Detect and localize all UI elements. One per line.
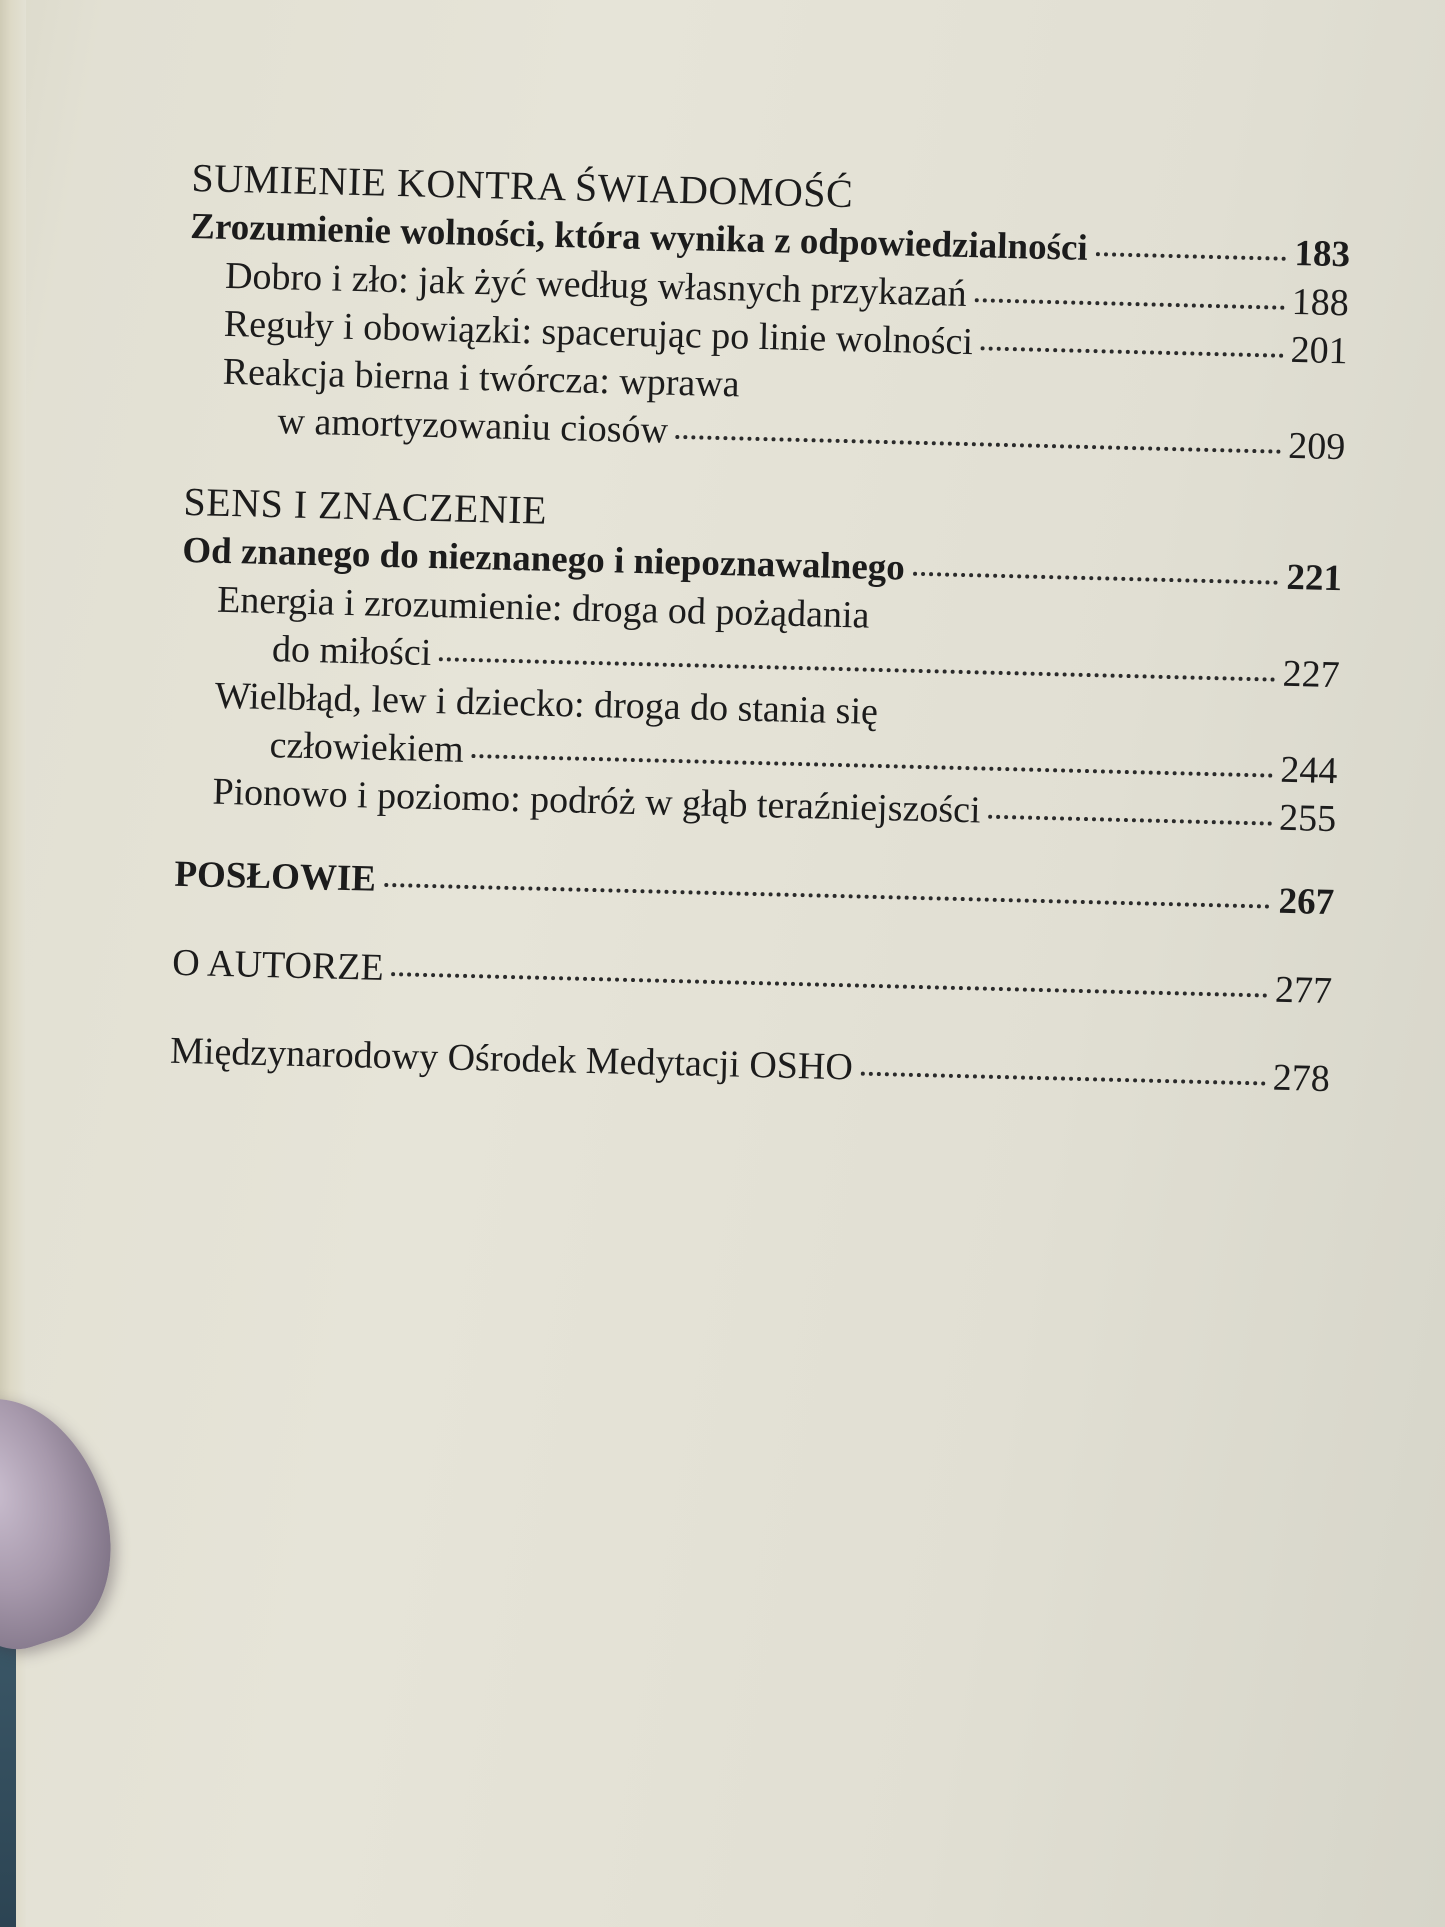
entry-text: Od znanego do nieznanego i niepoznawalnego [181, 529, 906, 589]
page-number: 267 [1278, 880, 1335, 924]
table-of-contents [169, 155, 1351, 1108]
dot-leader [392, 972, 1268, 997]
entry-text-line1: Energia i zrozumienie: droga od pożądania [216, 578, 870, 637]
section-title: SUMIENIE KONTRA ŚWIADOMOŚĆ [190, 155, 854, 217]
page-number: 221 [1286, 556, 1343, 600]
page-number: 188 [1291, 280, 1350, 325]
section-title: SENS I ZNACZENIE [183, 478, 548, 533]
entry-text: Reguły i obowiązki: spacerując po linie wolności [223, 302, 974, 364]
dot-leader [472, 754, 1274, 778]
finger [0, 1374, 139, 1666]
entry-text: POSŁOWIE [173, 853, 377, 900]
dot-leader [676, 435, 1281, 454]
entry-text-line2: w amortyzowaniu ciosów [277, 400, 669, 452]
entry-text: O AUTORZE [171, 941, 385, 989]
page-number: 244 [1279, 748, 1338, 793]
entry-text-line2: człowiekiem [269, 724, 465, 771]
entry-text-line2: do miłości [271, 628, 432, 674]
dot-leader [981, 346, 1284, 357]
entry-text-line1: Reakcja bierna i twórcza: wprawa [222, 350, 741, 406]
dot-leader [861, 1072, 1266, 1086]
entry-text: Międzynarodowy Ośrodek Medytacji OSHO [169, 1029, 854, 1089]
page-number: 277 [1274, 968, 1333, 1013]
dot-leader [913, 572, 1278, 585]
entry-text: Zrozumienie wolności, która wynika z odpowiedzialności [189, 205, 1089, 269]
page-number: 183 [1293, 232, 1351, 276]
page-number: 209 [1287, 424, 1346, 469]
entry-text: Pionowo i poziomo: podróż w głąb teraźniejszości [212, 770, 982, 832]
dot-leader [1096, 252, 1286, 261]
dot-leader [439, 657, 1275, 681]
dot-leader [975, 298, 1285, 310]
page-number: 278 [1272, 1056, 1331, 1101]
page-number: 255 [1278, 796, 1337, 841]
dot-leader [384, 883, 1270, 909]
entry-text-line1: Wielbłąd, lew i dziecko: droga do stania się [214, 674, 879, 733]
page-number: 227 [1282, 652, 1341, 697]
dot-leader [988, 815, 1272, 826]
page-number: 201 [1290, 328, 1349, 373]
entry-text: Dobro i zło: jak żyć według własnych przykazań [224, 254, 968, 315]
